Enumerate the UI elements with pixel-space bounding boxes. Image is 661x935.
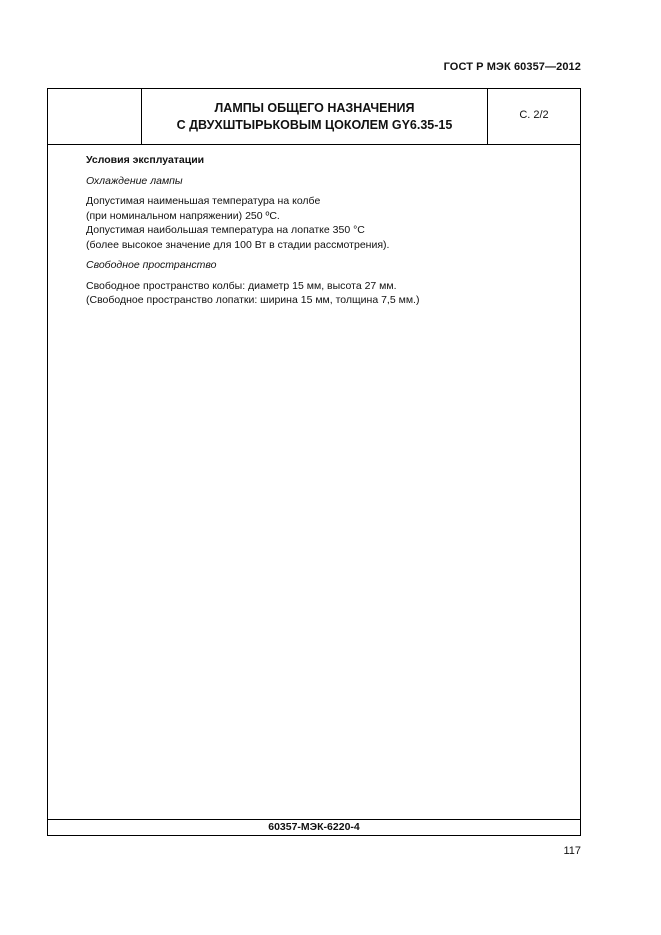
cooling-line: Допустимая наибольшая температура на лопатке 350 °С: [86, 224, 365, 236]
space-subtitle: Свободное пространство: [86, 259, 217, 271]
page-number: 117: [563, 845, 581, 857]
cooling-subtitle: Охлаждение лампы: [86, 174, 183, 187]
space-line: Свободное пространство колбы: диаметр 15 мм, высота 27 мм.: [86, 279, 397, 292]
cooling-line: (более высокое значение для 100 Вт в стадии рассмотрения).: [86, 238, 390, 251]
section-title: Условия эксплуатации: [86, 154, 205, 166]
space-line: (Свободное пространство лопатки: ширина 15 мм, толщина 7,5 мм.): [86, 294, 420, 306]
sheet-title-line2: С ДВУХШТЫРЬКОВЫМ ЦОКОЛЕМ GY6.35-15: [176, 117, 453, 132]
sheet-title: [142, 89, 488, 144]
sheet-number: С. 2/2: [519, 109, 549, 121]
cooling-line: (при номинальном напряжении) 250 ºС.: [86, 209, 280, 222]
sheet-title-line1: ЛАМПЫ ОБЩЕГО НАЗНАЧЕНИЯ: [214, 100, 415, 115]
sheet-frame: [47, 88, 581, 836]
sheet-content: [86, 153, 560, 308]
sheet-footer-code: 60357-МЭК-6220-4: [48, 819, 580, 835]
cooling-line: Допустимая наименьшая температура на колбе: [86, 195, 321, 207]
standard-code: ГОСТ Р МЭК 60357—2012: [443, 61, 581, 73]
sheet-header: [48, 89, 580, 145]
header-blank-cell: [48, 89, 142, 144]
